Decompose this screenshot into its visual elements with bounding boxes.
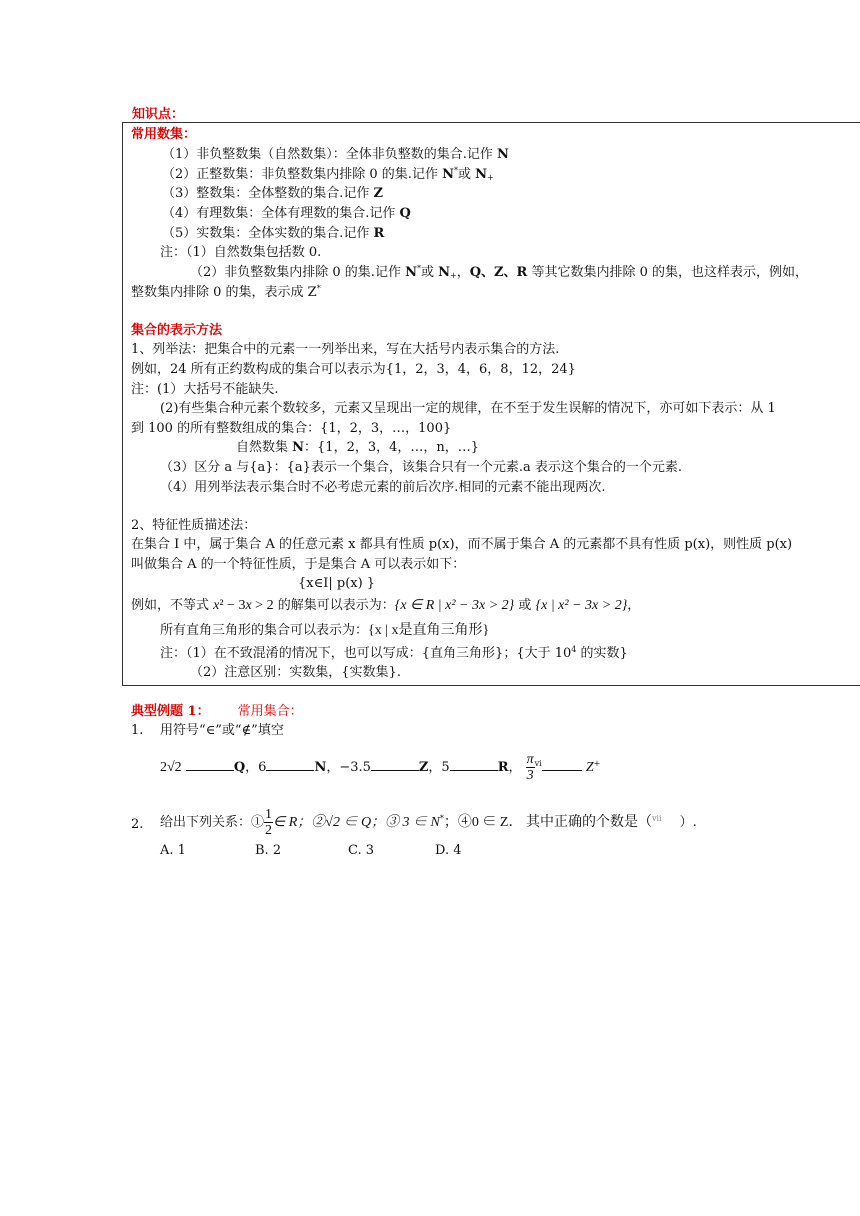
option-c[interactable]: C. 3 (348, 843, 375, 858)
enum-note-4: （4）用列举法表示集合时不必考虑元素的前后次序.相同的元素不能出现两次. (160, 480, 606, 495)
question-1-text: 用符号“∈”或“∉”填空 (160, 723, 284, 738)
note-2-cont: 整数集内排除 0 的集，表示成 Z* (131, 284, 321, 300)
page-heading: 知识点： (132, 107, 185, 122)
right-triangle-set: 所有直角三角形的集合可以表示为：{x | x是直角三角形} (160, 623, 490, 638)
question-2-text: 给出下列关系：① $\frac{1}{2}$ ∈ R；②√2 ∈ Q；③ 3 ∈ N*；④0 ∈ Z． 其中正确的个数是（$^{vii}$ ）. (160, 807, 697, 838)
property-note-2: （2）注意区别：实数集，{实数集}. (190, 665, 401, 680)
enum-note-2-cont: 到 100 的所有整数组成的集合：{1，2，3，…，100} (131, 421, 452, 436)
question-1-number: 1. (131, 723, 144, 738)
one-half: $\frac{1}{2}$ (265, 807, 273, 838)
property-method: 2、特征性质描述法： (131, 518, 257, 533)
enum-example: 例如，24 所有正约数构成的集合可以表示为{1，2，3，4，6，8，12，24} (131, 362, 576, 377)
blank-5[interactable] (542, 758, 582, 771)
property-example: 例如，不等式 x² − 3x > 2 的解集可以表示为：{x ∈ R | x² − 3x > 2} 或 {x | x² − 3x > 2}， (131, 598, 641, 613)
example-title: 典型例题 1： 常用集合： (131, 704, 303, 719)
property-note-1: 注：（1）在不致混淆的情况下，也可以写成：{直角三角形}；{大于 $10^4$ 的实数} (160, 645, 628, 661)
enum-method: 1、列举法：把集合中的元素一一列举出来，写在大括号内表示集合的方法. (131, 342, 560, 357)
question-2-number: 2. (131, 817, 144, 832)
blank-2[interactable] (266, 758, 314, 771)
enum-note-1: 注：(1）大括号不能缺失. (131, 382, 279, 397)
note-1: 注：（1）自然数集包括数 0. (160, 245, 322, 260)
option-d[interactable]: D. 4 (435, 843, 462, 858)
property-def-2: 叫做集合 A 的一个特征性质，于是集合 A 可以表示如下： (131, 557, 466, 572)
property-def-1: 在集合 I 中，属于集合 A 的任意元素 x 都具有性质 p(x)，而不属于集合 A 的元素都不具有性质 p(x)，则性质 p(x) (131, 537, 793, 552)
option-b[interactable]: B. 2 (255, 843, 282, 858)
section-title-representation: 集合的表示方法 (131, 323, 223, 338)
blank-3[interactable] (371, 758, 419, 771)
property-set-notation: {x∈I| p(x) } (298, 576, 376, 591)
line-positive-integers: （2）正整数集：非负整数集内排除 0 的集.记作 N*或 $N_+$ (162, 166, 494, 182)
natural-set-enum: 自然数集 N：{1，2，3，4，…，n，…} (236, 440, 480, 455)
enum-note-2: (2)有些集合种元素个数较多，元素又呈现出一定的规律，在不至于发生误解的情况下，亦可如下表示：从 1 (160, 401, 776, 416)
line-reals: （5）实数集：全体实数的集合.记作 R (162, 226, 385, 241)
blank-4[interactable] (450, 758, 498, 771)
line-rationals: （4）有理数集：全体有理数的集合.记作 Q (162, 206, 411, 221)
note-2: （2）非负整数集内排除 0 的集.记作 N*或 $N_+$，Q、Z、R 等其它数集内排除 0 的集，也这样表示，例如， (190, 264, 809, 280)
line-integers: （3）整数集：全体整数的集合.记作 Z (162, 186, 384, 201)
question-1-blanks: 2√2 Q，6 N，−3.5 Z，5 R， $\frac{\pi}{3}$ $^{vi}$ Z+ (160, 752, 601, 783)
line-natural-numbers: （1）非负整数集（自然数集）：全体非负整数的集合.记作 N (162, 147, 509, 162)
blank-1[interactable] (186, 758, 234, 771)
section-title-number-sets: 常用数集： (131, 127, 197, 142)
option-a[interactable]: A. 1 (160, 843, 186, 858)
enum-note-3: （3）区分 a 与{a}：{a}表示一个集合，该集合只有一个元素.a 表示这个集合的一个元素. (160, 460, 683, 475)
pi-over-3: $\frac{\pi}{3}$ (526, 752, 534, 783)
